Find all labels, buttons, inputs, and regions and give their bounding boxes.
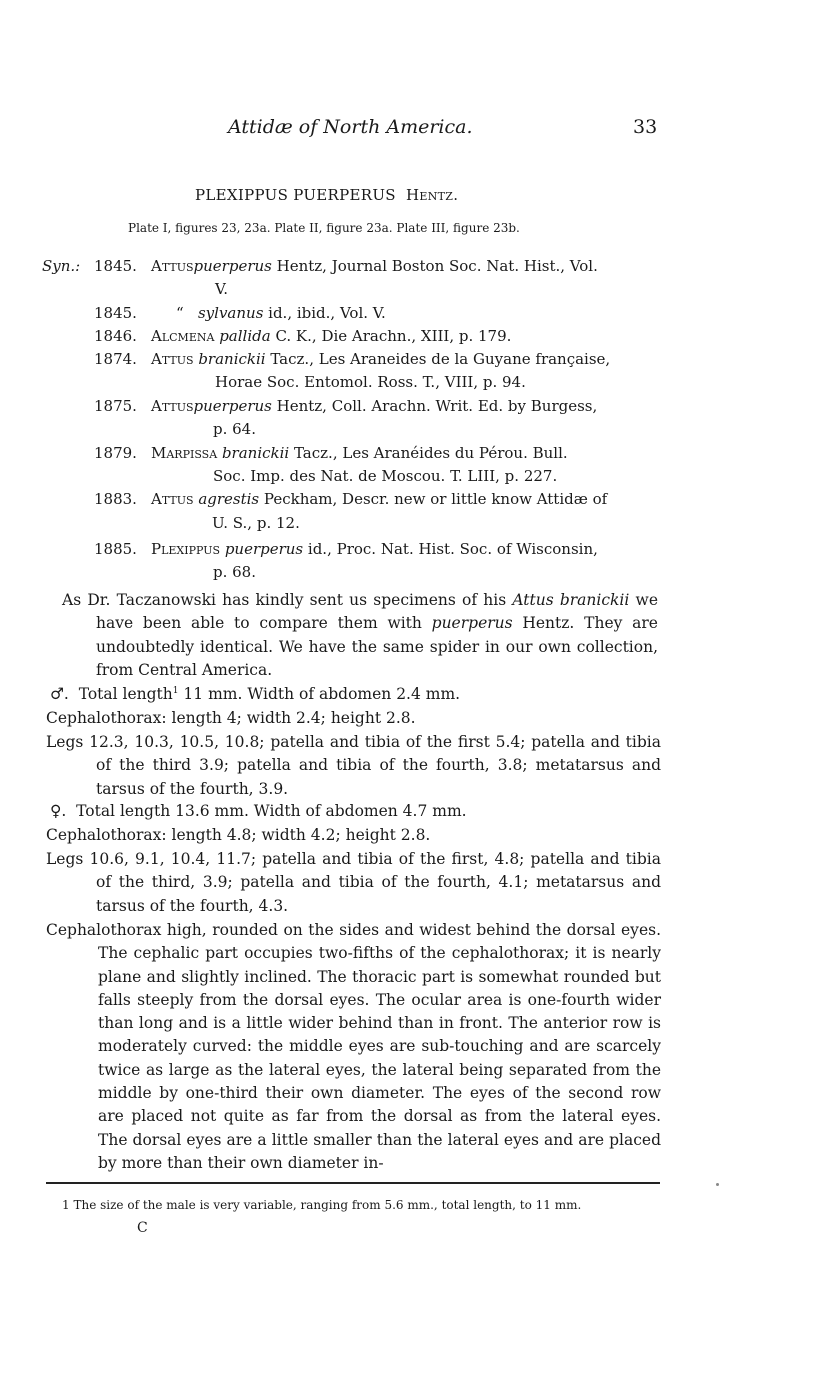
species-heading [195, 186, 458, 204]
synonym-year: 1879. [94, 444, 137, 462]
female-legs: Legs 10.6, 9.1, 10.4, 11.7; patella and tibia of the first, 4.8; patella and tibia of the third, 3.9; patella and tibia of the fourth, 4.1; metatarsus and tarsus of the fourth, 4.3. [46, 850, 661, 915]
female-symbol: ♀. [50, 802, 67, 820]
synonym-entry-continuation: p. 64. [213, 420, 256, 438]
species-name: PLEXIPPUS PUERPERUS [195, 186, 396, 204]
print-speck [716, 1183, 719, 1186]
synonym-entry-continuation: Soc. Imp. des Nat. de Moscou. T. LIII, p. 227. [213, 467, 558, 485]
synonym-entry: Attus agrestis Peckham, Descr. new or little know Attidæ of [151, 490, 608, 508]
male-legs: Legs 12.3, 10.3, 10.5, 10.8; patella and tibia of the first 5.4; patella and tibia of the third 3.9; patella and tibia of the fourth, 3.8; metatarsus and tarsus of the fourth, 3.9. [46, 733, 661, 798]
female-measurements: ♀. Total length 13.6 mm. Width of abdomen 4.7 mm. [50, 802, 467, 820]
synonym-year: 1874. [94, 350, 137, 368]
page-number: 33 [633, 116, 658, 138]
signature-mark: C [137, 1220, 148, 1236]
footnote: 1 The size of the male is very variable, ranging from 5.6 mm., total length, to 11 mm. [62, 1198, 582, 1212]
synonym-year: 1885. [94, 540, 137, 558]
synonym-entry-continuation: V. [215, 280, 228, 298]
synonym-entry: Marpissa branickii Tacz., Les Aranéides du Pérou. Bull. [151, 444, 568, 462]
footnote-rule [46, 1182, 660, 1184]
synonym-year: 1875. [94, 397, 137, 415]
intro-paragraph: As Dr. Taczanowski has kindly sent us specimens of his Attus branickii we have been able to compare them with puerperus Hentz. They are undoubtedly identical. We have the same spider in our own collection, from Central America. [62, 591, 658, 680]
species-author: Hentz. [406, 186, 459, 204]
description-paragraph: Cephalothorax high, rounded on the sides and widest behind the dorsal eyes. The cephalic part occupies two-fifths of the cephalothorax; it is nearly plane and slightly inclined. The thoracic part is somewhat rounded but falls steeply from the dorsal eyes. The ocular area is one-fourth wider than long and is a little wider behind than in front. The anterior row is moderately curved: the middle eyes are sub-touching and are scarcely twice as large as the lateral eyes, the lateral being separated from the middle by one-third their own diameter. The eyes of the second row are placed not quite as far from the dorsal as from the lateral eyes. The dorsal eyes are a little smaller than the lateral eyes and are placed by more than their own diameter in- [46, 921, 661, 1172]
footnote-mark: 1 [62, 1198, 70, 1212]
synonym-entry: Attuspuerperus Hentz, Journal Boston Soc. Nat. Hist., Vol. [151, 257, 598, 275]
female-cephalothorax: Cephalothorax: length 4.8; width 4.2; height 2.8. [46, 826, 431, 844]
male-cephalothorax: Cephalothorax: length 4; width 2.4; height 2.8. [46, 709, 416, 727]
synonym-entry: Attuspuerperus Hentz, Coll. Arachn. Writ. Ed. by Burgess, [151, 397, 598, 415]
synonym-year: 1845. [94, 304, 137, 322]
synonym-entry: Attus branickii Tacz., Les Araneides de la Guyane française, [151, 350, 611, 368]
synonym-year: 1845. [94, 257, 137, 275]
synonym-entry-continuation: p. 68. [213, 563, 256, 581]
plate-references: Plate I, figures 23, 23a. Plate II, figure 23a. Plate III, figure 23b. [128, 221, 520, 235]
synonym-year: 1883. [94, 490, 137, 508]
male-measurements: ♂. Total length$^1$ 11 mm. Width of abdomen 2.4 mm. [50, 685, 461, 703]
running-title: Attidæ of North America. [228, 116, 473, 138]
synonymy-label: Syn.: [42, 257, 81, 275]
male-symbol: ♂. [50, 685, 69, 703]
synonym-entry: Alcmena pallida C. K., Die Arachn., XIII, p. 179. [151, 327, 512, 345]
synonym-entry-continuation: Horae Soc. Entomol. Ross. T., VIII, p. 94. [215, 373, 526, 391]
synonym-entry: “ sylvanus id., ibid., Vol. V. [176, 304, 386, 322]
synonym-entry-continuation: U. S., p. 12. [212, 514, 300, 532]
synonym-entry: Plexippus puerperus id., Proc. Nat. Hist. Soc. of Wisconsin, [151, 540, 598, 558]
synonym-year: 1846. [94, 327, 137, 345]
